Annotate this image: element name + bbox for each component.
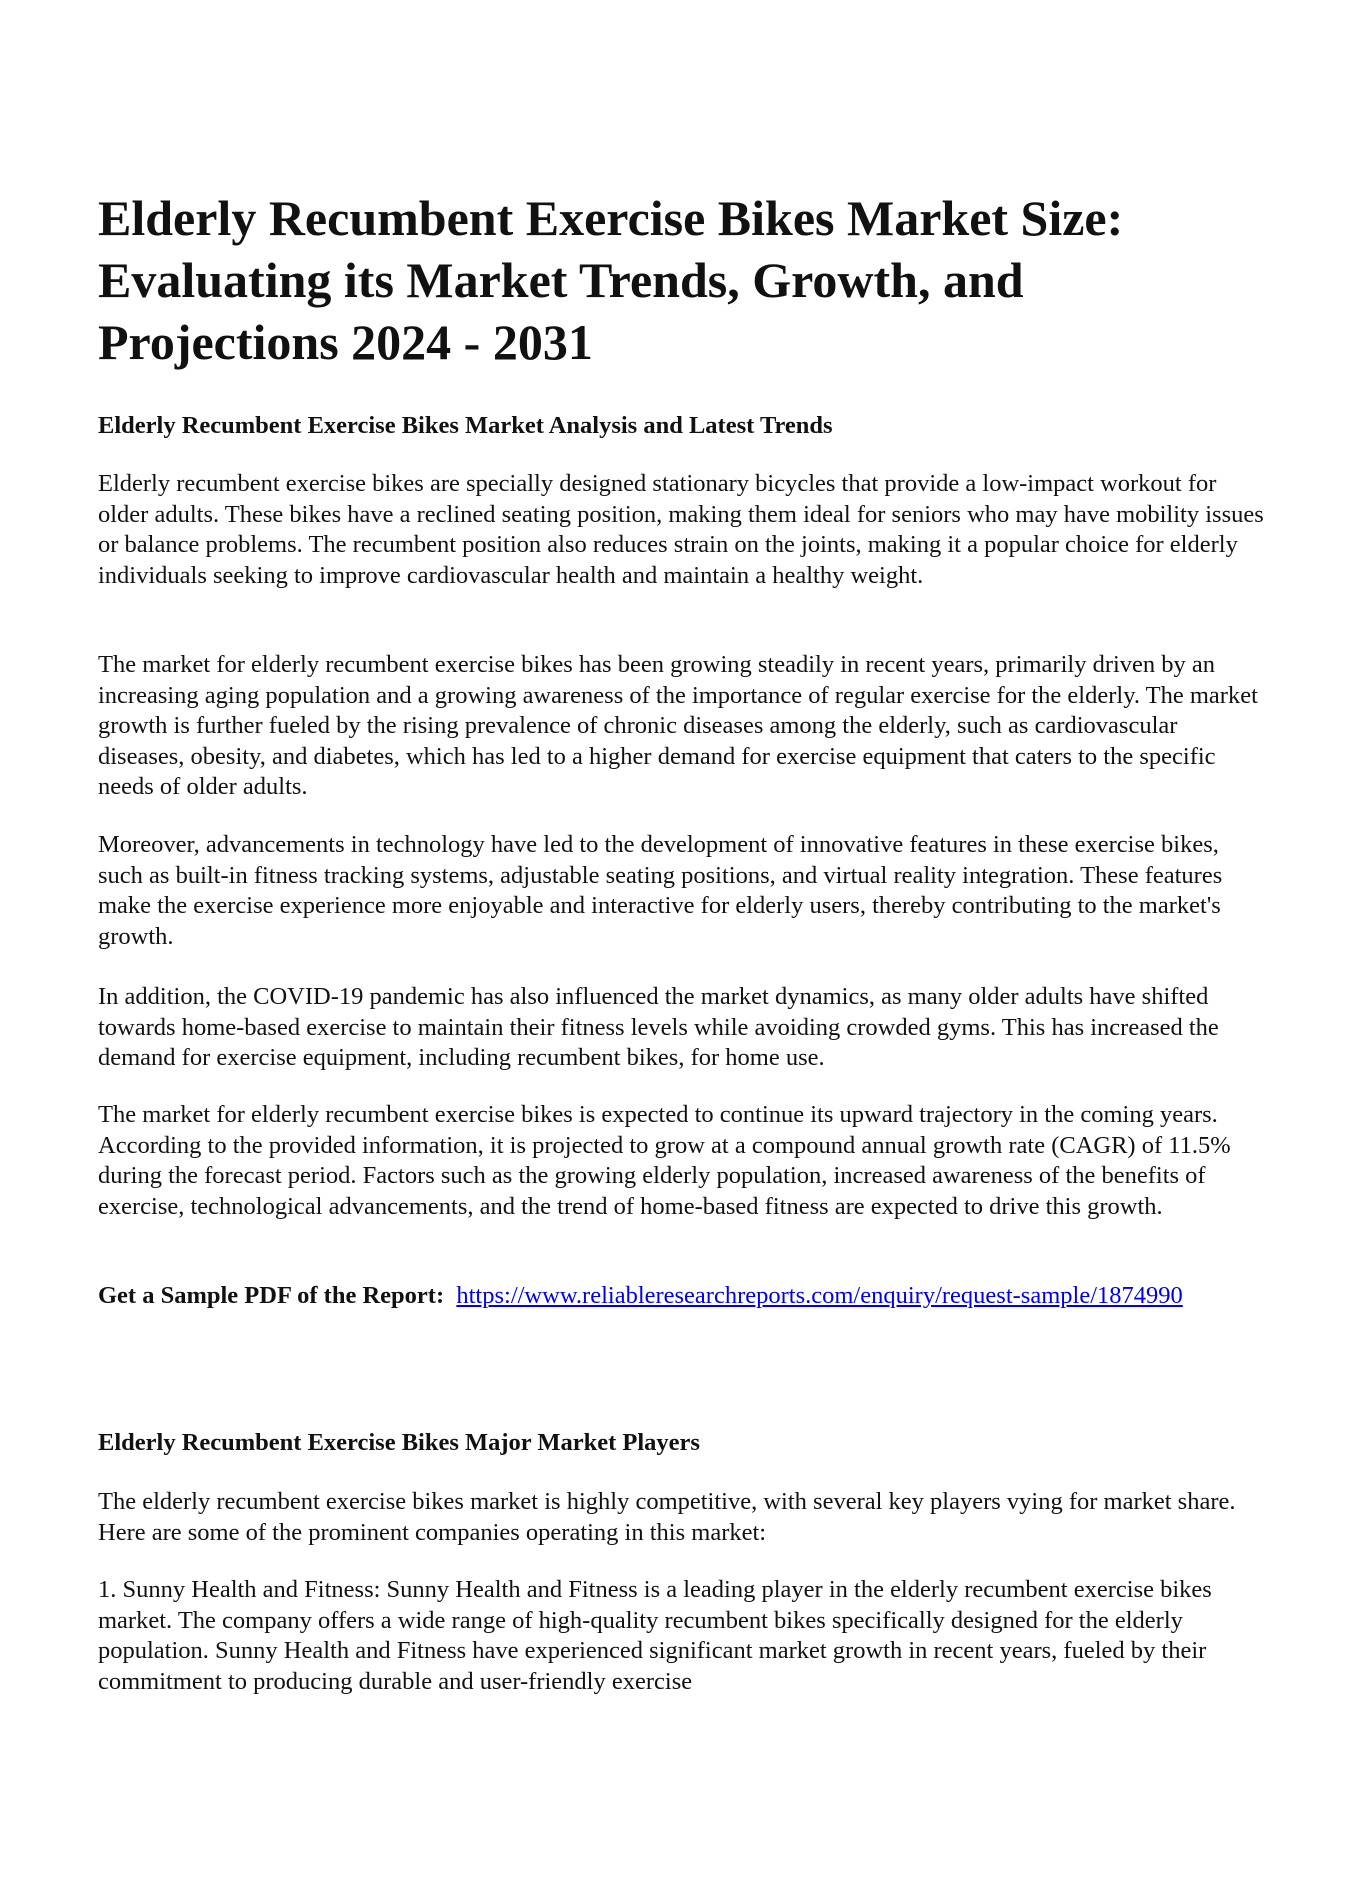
sample-pdf-line [98,1281,1266,1312]
paragraph: The market for elderly recumbent exercise bikes is expected to continue its upward trajectory in the coming years. According to the provided information, it is projected to grow at a compound annual growth rate (CAGR) of 11.5% during the forecast period. Factors such as the growing elderly population, increased awareness of the benefits of exercise, technological advancements, and the trend of home-based fitness are expected to drive this growth. [98,1101,1231,1220]
paragraph: The elderly recumbent exercise bikes market is highly competitive, with several key players vying for market share. Here are some of the prominent companies operating in this market: [98,1488,1236,1546]
page-title: Elderly Recumbent Exercise Bikes Market Size: Evaluating its Market Trends, Growth, and Projections 2024 - 2031 [98,190,1124,370]
paragraph: The market for elderly recumbent exercise bikes has been growing steadily in recent years, primarily driven by an increasing aging population and a growing awareness of the importance of regular exercise for the elderly. The market growth is further fueled by the rising prevalence of chronic diseases among the elderly, such as cardiovascular diseases, obesity, and diabetes, which has led to a higher demand for exercise equipment that caters to the specific needs of older adults. [98,651,1258,801]
section-heading-players: Elderly Recumbent Exercise Bikes Major Market Players [98,1429,700,1456]
paragraph: Moreover, advancements in technology have led to the development of innovative features in these exercise bikes, such as built-in fitness tracking systems, adjustable seating positions, and virtual reality integration. These features make the exercise experience more enjoyable and interactive for elderly users, thereby contributing to the market's growth. [98,831,1223,950]
paragraph: 1. Sunny Health and Fitness: Sunny Health and Fitness is a leading player in the elderly recumbent exercise bikes market. The company offers a wide range of high-quality recumbent bikes specifically designed for the elderly population. Sunny Health and Fitness have experienced significant market growth in recent years, fueled by their commitment to producing durable and user-friendly exercise [98,1576,1212,1695]
paragraph: In addition, the COVID-19 pandemic has also influenced the market dynamics, as many older adults have shifted towards home-based exercise to maintain their fitness levels while avoiding crowded gyms. This has increased the demand for exercise equipment, including recumbent bikes, for home use. [98,983,1219,1072]
paragraph: Elderly recumbent exercise bikes are specially designed stationary bicycles that provide a low-impact workout for older adults. These bikes have a reclined seating position, making them ideal for seniors who may have mobility issues or balance problems. The recumbent position also reduces strain on the joints, making it a popular choice for elderly individuals seeking to improve cardiovascular health and maintain a healthy weight. [98,470,1264,589]
sample-pdf-label: Get a Sample PDF of the Report: [98,1282,445,1309]
section-heading-analysis: Elderly Recumbent Exercise Bikes Market Analysis and Latest Trends [98,412,833,439]
sample-pdf-link[interactable]: https://www.reliableresearchreports.com/enquiry/request-sample/1874990 [456,1282,1183,1309]
